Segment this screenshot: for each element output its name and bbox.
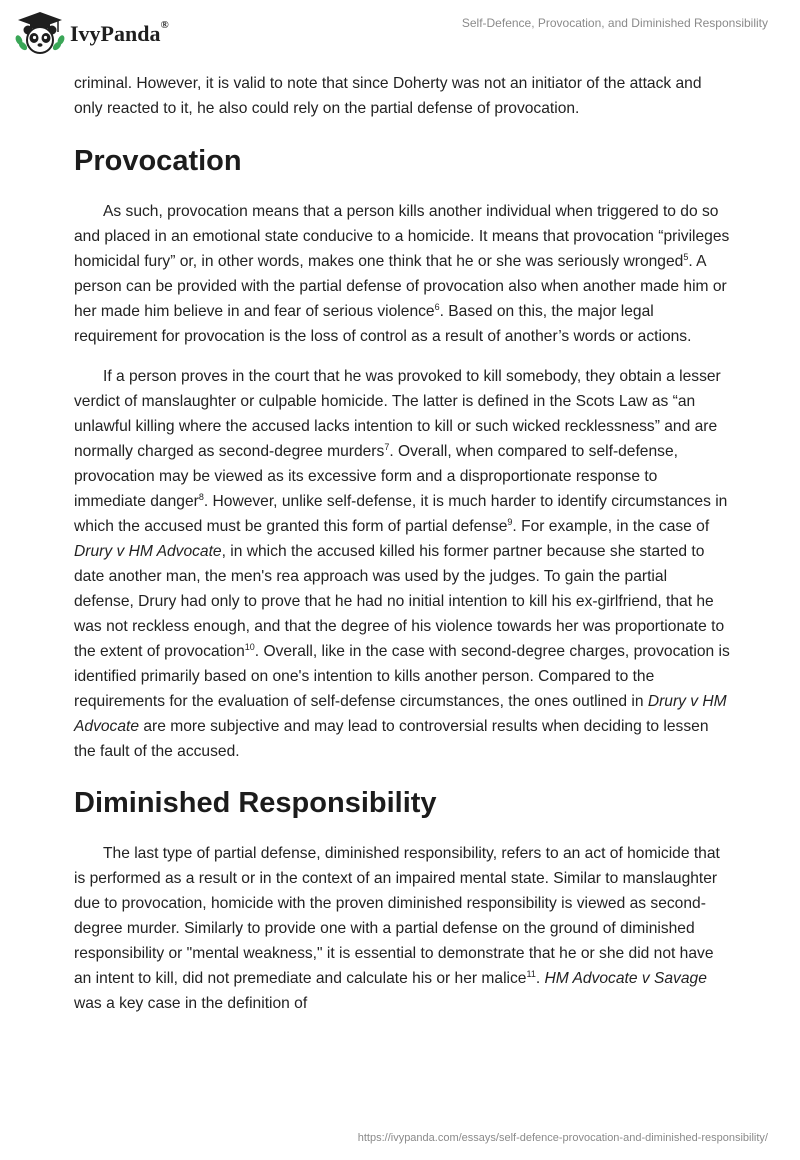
footnote-ref[interactable]: 10 <box>244 641 255 652</box>
footnote-ref[interactable]: 7 <box>384 441 390 452</box>
intro-paragraph: criminal. However, it is valid to note that since Doherty was not an initiator of the attack and only reacted to it, he also could rely on the partial defense of provocation. <box>74 75 702 117</box>
footnote-ref[interactable]: 11 <box>526 968 536 979</box>
diminished-paragraph-1: The last type of partial defense, diminished responsibility, refers to an act of homicide that is performed as a result or in the context of an impaired mental state. Similar to manslaughter due to provocation, homicide with the proven diminished responsibility is viewed as second-degree murder. Similarly to provide one with a partial defense on the ground of diminished responsibility or "mental weakness," it is essential to demonstrate that he or she did not have an intent to kill, did not premediate and calculate his or her malice$^{11}$. HM Advocate v Savage was a key case in the definition of <box>74 845 720 1012</box>
document-title: Self-Defence, Provocation, and Diminished Responsibility <box>461 16 768 30</box>
essay-content <box>74 71 730 1016</box>
case-citation: Drury v HM Advocate <box>74 693 727 735</box>
case-citation: HM Advocate v Savage <box>544 970 707 987</box>
provocation-paragraph-1: As such, provocation means that a person kills another individual when triggered to do so and placed in an emotional state conducive to a homicide. It means that provocation “privileges homicidal fury” or, in other words, makes one think that he or she was seriously wronged$^5$. A person can be provided with the partial defense of provocation also when another made him or her made him believe in and fear of serious violence$^6$. Based on this, the major legal requirement for provocation is the loss of control as a result of another’s words or actions. <box>74 203 730 345</box>
brand-name: IvyPanda® <box>70 19 169 46</box>
footnote-ref[interactable]: 8 <box>198 491 204 502</box>
panda-graduate-icon <box>14 10 66 56</box>
footnote-ref[interactable]: 6 <box>434 301 440 312</box>
section-heading-provocation: Provocation <box>74 145 242 177</box>
case-citation: Drury v HM Advocate <box>74 543 222 560</box>
page-header <box>0 0 800 60</box>
footnote-ref[interactable]: 5 <box>683 251 689 262</box>
brand-logo[interactable] <box>14 10 169 56</box>
source-url[interactable]: https://ivypanda.com/essays/self-defence-provocation-and-diminished-responsibility/ <box>357 1132 768 1144</box>
footnote-ref[interactable]: 9 <box>507 516 513 527</box>
provocation-paragraph-2: If a person proves in the court that he was provoked to kill somebody, they obtain a lesser verdict of manslaughter or culpable homicide. The latter is defined in the Scots Law as “an unlawful killing where the accused lacks intention to kill or such wicked recklessness” and are normally charged as second-degree murders$^7$. Overall, when compared to self-defense, provocation may be viewed as its excessive form and a disproportionate response to immediate danger$^8$. However, unlike self-defense, it is much harder to identify circumstances in which the accused must be granted this form of partial defense$^9$. For example, in the case of Drury v HM Advocate, in which the accused killed his former partner because she started to date another man, the men's rea approach was used by the judges. To gain the partial defense, Drury had only to prove that he had no initial intention to kill his ex-girlfriend, that he was not reckless enough, and that the degree of his violence towards her was proportionate to the extent of provocation$^{10}$. Overall, like in the case with second-degree charges, provocation is identified primarily based on one's intention to kills another person. Compared to the requirements for the evaluation of self-defense circumstances, the ones outlined in Drury v HM Advocate are more subjective and may lead to controversial results when deciding to lessen the fault of the accused. <box>74 368 730 760</box>
section-heading-diminished-responsibility: Diminished Responsibility <box>74 787 437 819</box>
